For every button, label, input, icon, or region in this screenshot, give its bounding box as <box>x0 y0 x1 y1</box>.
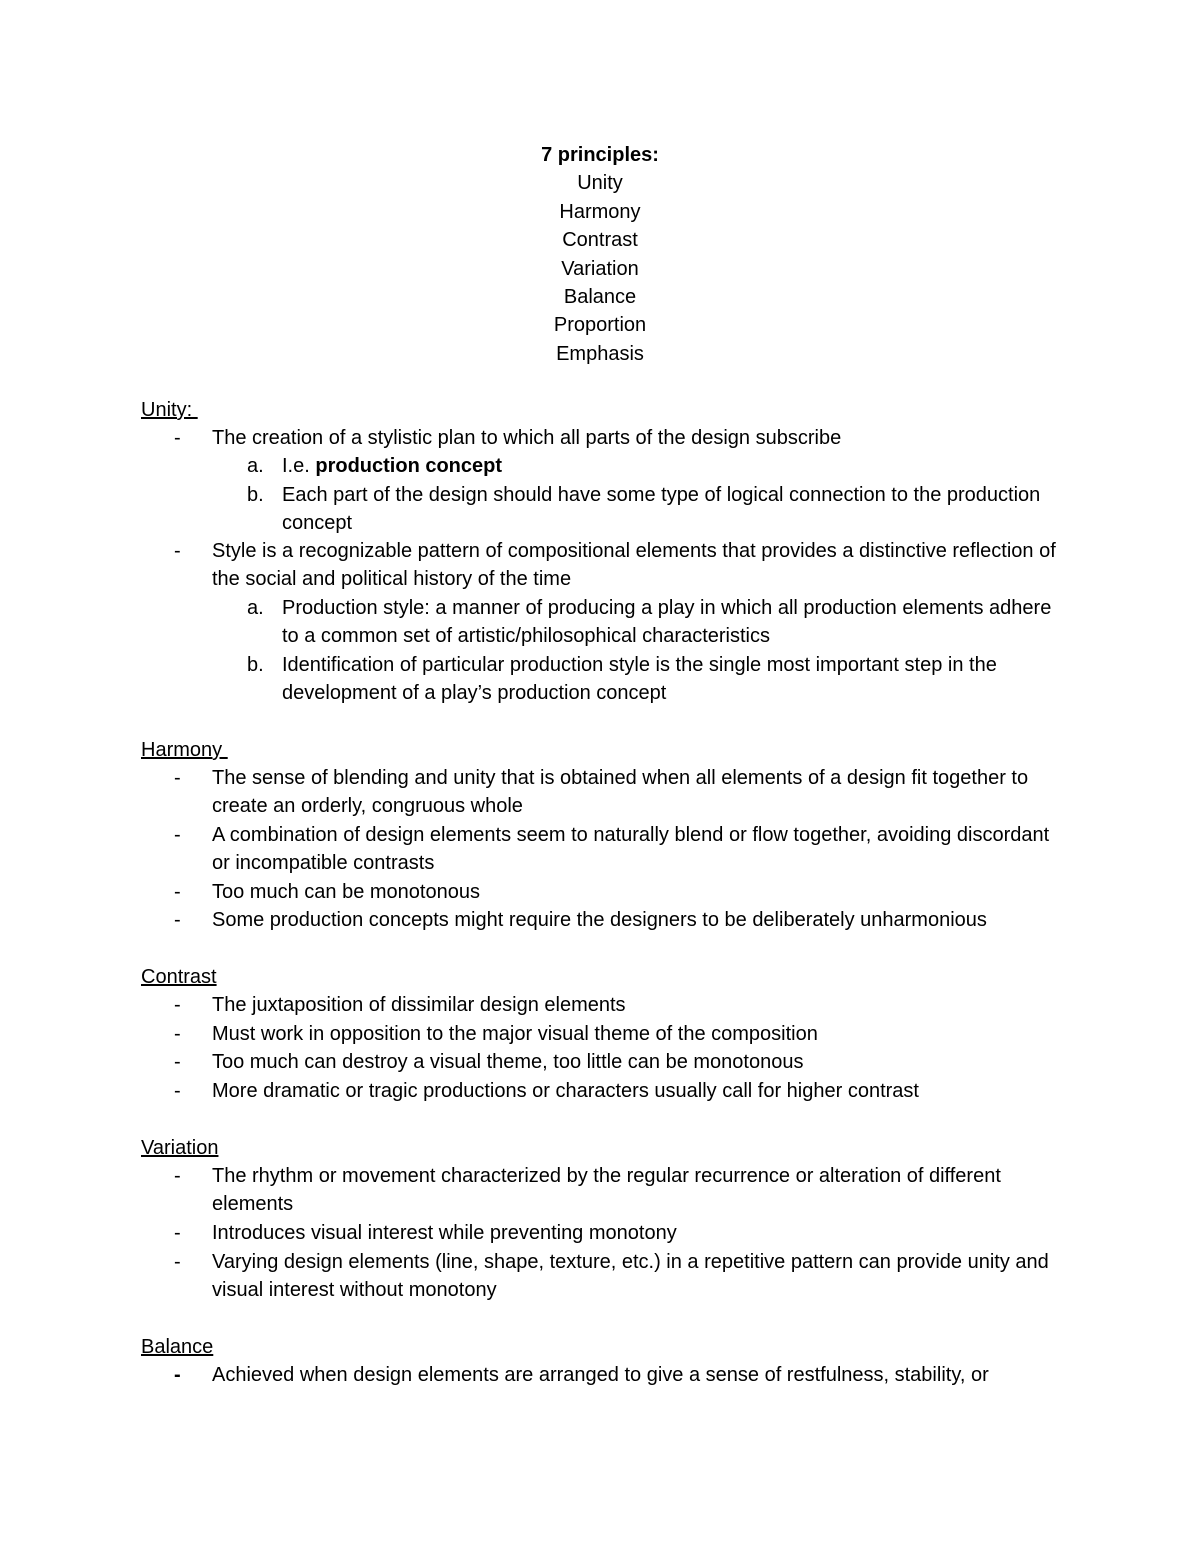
principle-item: Emphasis <box>556 342 644 365</box>
bullet-text: The juxtaposition of dissimilar design elements <box>212 994 626 1016</box>
principle-item: Proportion <box>553 314 647 337</box>
bullet-text: Achieved when design elements are arranged to give a sense of restfulness, stability, or <box>212 1364 989 1386</box>
bullet-dash: - <box>174 427 181 449</box>
bullet-text: A combination of design elements seem to naturally blend or flow together, avoiding discordant or incompatible contrasts <box>212 824 1050 875</box>
bullet-text: The creation of a stylistic plan to which all parts of the design subscribe <box>212 427 842 449</box>
sub-text: Each part of the design should have some type of logical connection to the production concept <box>282 484 1041 535</box>
sub-text: Identification of particular production style is the single most important step in the development of a play’s production concept <box>282 654 997 705</box>
bullet-dash: - <box>174 1251 181 1273</box>
principle-item: Harmony <box>559 200 641 223</box>
bullet-dash: - <box>174 824 181 846</box>
sub-marker: a. <box>247 597 264 619</box>
bullet-dash: - <box>174 1222 181 1244</box>
section-heading-balance: Balance <box>141 1336 214 1358</box>
bullet-dash: - <box>174 909 181 931</box>
bullet-dash: - <box>174 767 181 789</box>
bullet-text: The rhythm or movement characterized by the regular recurrence or alteration of different elements <box>212 1165 1001 1216</box>
principle-item: Unity <box>577 172 623 195</box>
bullet-text: Some production concepts might require the designers to be deliberately unharmonious <box>212 909 987 931</box>
sub-text: I.e. <box>282 455 316 477</box>
sub-marker: a. <box>247 455 264 477</box>
bullet-text: Introduces visual interest while preventing monotony <box>212 1222 677 1244</box>
bullet-dash: - <box>174 1080 181 1102</box>
emphasis-text: production concept <box>315 455 503 477</box>
bullet-dash: - <box>174 540 181 562</box>
principle-item: Balance <box>563 285 637 308</box>
bullet-dash: - <box>174 1364 181 1386</box>
principle-item: Variation <box>561 257 639 280</box>
bullet-text: Style is a recognizable pattern of compositional elements that provides a distinctive reflection of the social and political history of the time <box>212 540 1056 591</box>
sub-marker: b. <box>247 654 264 676</box>
bullet-dash: - <box>174 1023 181 1045</box>
bullet-text: More dramatic or tragic productions or characters usually call for higher contrast <box>212 1080 919 1102</box>
bullet-text: Too much can destroy a visual theme, too little can be monotonous <box>212 1051 804 1073</box>
section-heading-unity: Unity: <box>141 399 198 421</box>
bullet-dash: - <box>174 994 181 1016</box>
page-title: 7 principles: <box>541 144 659 166</box>
sub-marker: b. <box>247 484 264 506</box>
section-heading-contrast: Contrast <box>141 966 217 988</box>
bullet-text: The sense of blending and unity that is obtained when all elements of a design fit together to create an orderly, congruous whole <box>212 767 1029 818</box>
bullet-dash: - <box>174 881 181 903</box>
bullet-text: Must work in opposition to the major visual theme of the composition <box>212 1023 818 1045</box>
sub-text: Production style: a manner of producing a play in which all production elements adhere to a common set of artistic/philosophical characteristics <box>282 597 1052 648</box>
principles-list <box>0 141 1200 368</box>
principle-item: Contrast <box>562 229 638 252</box>
bullet-text: Varying design elements (line, shape, texture, etc.) in a repetitive pattern can provide unity and visual interest without monotony <box>212 1251 1049 1302</box>
section-heading-variation: Variation <box>141 1137 219 1159</box>
section-heading-harmony: Harmony <box>141 739 228 761</box>
bullet-dash: - <box>174 1051 181 1073</box>
bullet-text: Too much can be monotonous <box>212 881 480 903</box>
bullet-dash: - <box>174 1165 181 1187</box>
